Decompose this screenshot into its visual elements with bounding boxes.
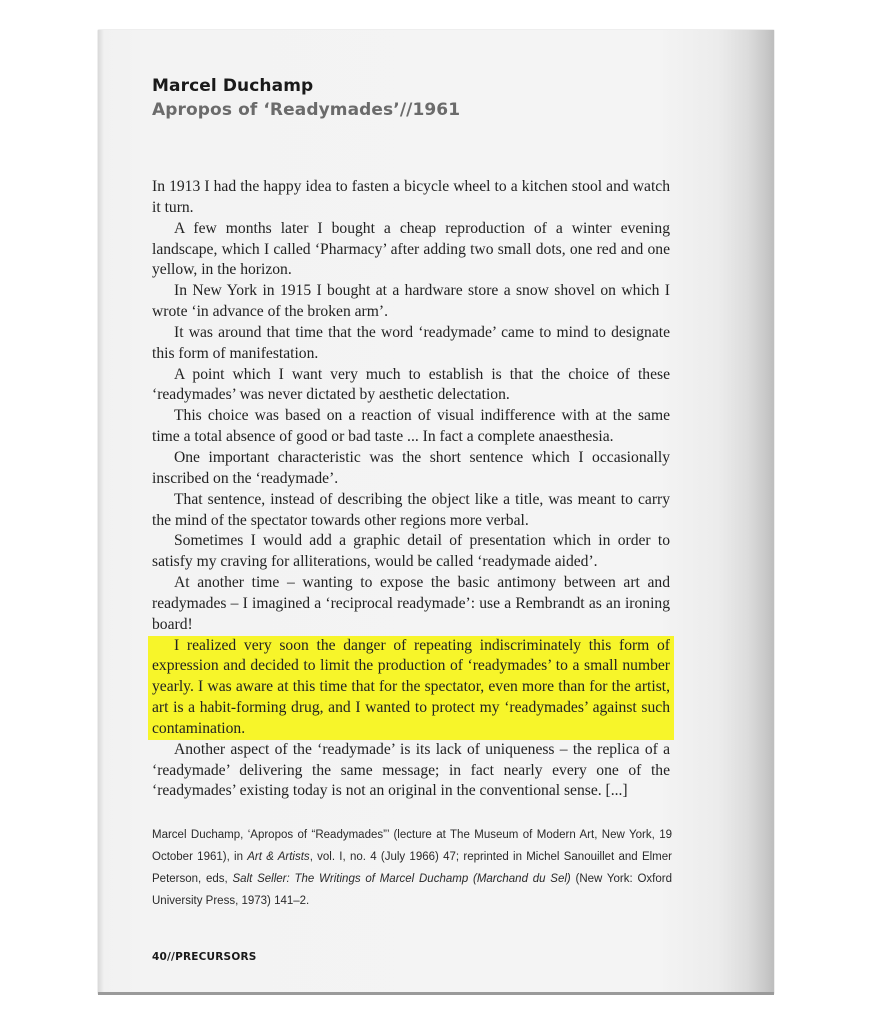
paragraph: In 1913 I had the happy idea to fasten a bicycle wheel to a kitchen stool and watch it turn. [152, 178, 670, 216]
highlighted-paragraph: I realized very soon the danger of repeating indiscriminately this form of expression and decided to limit the production of ‘readymades’ to a small number yearly. I was aware at this time that for the spectator, even more than for the artist, art is a habit-forming drug, and I wanted to protect my ‘readymades’ against such contamination. [152, 636, 670, 740]
author-heading: Marcel Duchamp [152, 76, 314, 96]
paragraph: A few months later I bought a cheap reproduction of a winter evening landscape, which I called ‘Pharmacy’ after adding two small dots, one red and one yellow, in the horizon. [152, 219, 670, 279]
paragraph: In New York in 1915 I bought at a hardware store a snow shovel on which I wrote ‘in advance of the broken arm’. [152, 282, 670, 321]
paragraph: One important characteristic was the short sentence which I occasionally inscribed on the ‘readymade’. [152, 448, 670, 487]
citation-book: Salt Seller: The Writings of Marcel Duchamp (Marchand du Sel) [232, 873, 571, 885]
source-citation [152, 824, 672, 912]
paragraph: At another time – wanting to expose the basic antimony between art and readymades – I imagined a ‘reciprocal readymade’: use a Rembrandt as an ironing board! [152, 574, 670, 633]
paragraph: A point which I want very much to establish is that the choice of these ‘readymades’ was never dictated by aesthetic delectation. [152, 365, 670, 404]
citation-journal: Art & Artists [247, 851, 310, 863]
citation-text: (New York: Oxford University Press, 1973) 141–2. [152, 873, 672, 907]
paragraph: Another aspect of the ‘readymade’ is its lack of uniqueness – the replica of a ‘readymade’ delivering the same message; in fact nearly every one of the ‘readymades’ existing today is not an original in the conventional sense. [...] [152, 740, 670, 800]
paragraph: That sentence, instead of describing the object like a title, was meant to carry the mind of the spectator towards other regions more verbal. [152, 490, 670, 529]
paragraph: It was around that time that the word ‘readymade’ came to mind to designate this form of manifestation. [152, 323, 670, 362]
essay-title: Apropos of ‘Readymades’//1961 [152, 100, 461, 120]
essay-body [152, 177, 670, 802]
citation-text: , vol. I, no. 4 (July 1966) 47; reprinted in Michel Sanouillet and Elmer Peterson, eds, [152, 851, 672, 885]
paragraph: This choice was based on a reaction of visual indifference with at the same time a total absence of good or bad taste ... In fact a complete anaesthesia. [152, 407, 670, 446]
citation-text: Marcel Duchamp, ‘Apropos of “Readymades”’ (lecture at The Museum of Modern Art, New York, 19 October 1961), in [152, 829, 672, 863]
page-edge [98, 992, 774, 995]
page-folio: 40//PRECURSORS [152, 951, 257, 963]
paragraph: Sometimes I would add a graphic detail of presentation which in order to satisfy my craving for alliterations, would be called ‘readymade aided’. [152, 532, 670, 571]
